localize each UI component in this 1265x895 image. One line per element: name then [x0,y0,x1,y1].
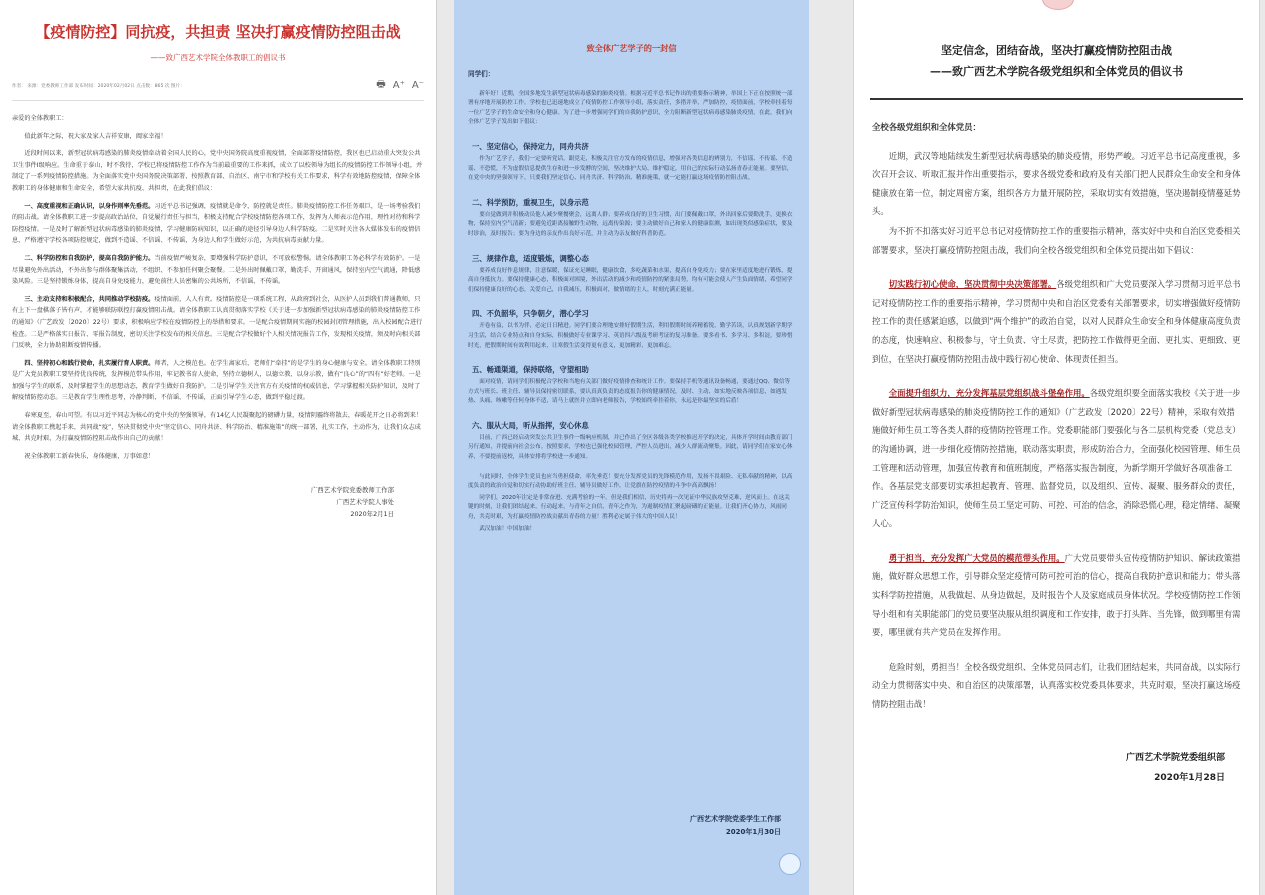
signature-line: 广西艺术学院党委学生工作部 [690,815,781,823]
intro-paragraph: 值此新年之际，祝大家及家人吉祥安康，阖家幸福！ [24,132,167,140]
cheer-line: 武汉加油！中国加油！ [479,525,536,532]
signature-date: 2020年2月1日 [350,510,394,519]
signature-line: 广西艺术学院党委组织部 [1125,752,1225,763]
intro-paragraph: 为不折不扣落实好习近平总书记对疫情防控工作的重要指示精神，落实好中央和自治区党委相关部署要求，坚决打赢疫情防控阻击战，我们向全校各级党组织和全体党员提出如下倡议： [872,225,1241,255]
signature-date: 2020年1月30日 [725,828,781,836]
section-2-body: 当前疫情严峻复杂，要增强科学防护意识，不可放松警惕。请全体教职工务必科学有效防护。一是尽量避免外出活动，不外出参与群体聚集活动，不组织、不参加任何聚会聚餐。二是外出时佩戴口罩，勤洗手、开窗通风，保持室内空气流通，降低感染风险。三是坚持锻炼身体，提高自身免疫能力，避免前往人员密集的公共场所，不信谣、不传谣。 [12,254,421,286]
title-line: 坚定信念，团结奋战，坚决打赢疫情防控阻击战 [941,44,1172,57]
section-2 [12,253,424,288]
article-tools [376,77,424,94]
section-body: 面对疫情，请同学们积极配合学校和当地有关部门做好疫情排查和统计工作。要保持手机等通讯设备畅通，要通过QQ、微信等方式与班长、班主任、辅导员保持密切联系，要认真真负责的态度报告你的健康情况，及时、主动、如实地反映各项信息，如遇发热、头痛、咳嗽等任何身体不适，请马上就医并立即向老师报告，学校始终牵挂着你，永远是你最坚实的后盾！ [468,379,791,405]
section-heading: 一、坚定信心，保持定力，同舟共济 [472,141,589,151]
closing-paragraph: 春寒夏至，春山可望。有以习近平同志为核心的党中央的坚强领导，有14亿人民凝聚起的磅礴力量，疫情阴霾终将散去，春暖花开之日必将到来！请全体教职工携起手来，共同战“疫”，坚决贯彻党中央“坚定信心、同舟共济、科学防治、精准施策”的统一部署，扎实工作，主动作为，让我们众志成城、共克时艰，为打赢疫情防控阻击战作出自己的贡献！ [12,412,423,443]
section-1 [872,275,1243,368]
letter-body [468,70,795,534]
greeting: 同学们： [468,70,495,78]
closing-paragraph: 危险时刻，勇担当！全校各级党组织、全体党员同志们，让我们团结起来，共同奋战，以实际行动全力贯彻落实中央、和自治区的决策部署，认真落实校党委具体要求，共克时艰，坚决打赢这场疫情防控阻击战！ [872,661,1241,710]
section-body: 要养成良好作息规律，注意保暖，保证充足睡眠，健康饮食，多吃蔬菜和水果，提高自身免疫力；要在家里适度地进行锻炼，提高自身抵抗力。要保持健康心态，积极面对困境，外出活动的减少和疫情防控的紧张局势，均有可能会使人产生负面情绪，希望同学们保持健康良好的心态，关爱自己，自我减压，积极面对，做情绪的主人，时刻充满正能量。 [468,267,793,293]
section-2-heading: 全面提升组织力，充分发挥基层党组织战斗堡垒作用。 [888,388,1090,399]
print-icon[interactable]: 🖶 [376,79,386,90]
section-3 [872,549,1243,642]
section-body: 目前，广西已经启动突发公共卫生事件一级响应机制，并已作出了全区各级各类学校推迟开学的决定，具体开学时间由教育部门另行通知，并提前向社会公布。按照要求，学校也已强化校园管理，严控人员进出，减少人群流动聚集。因此，请同学们在家安心休养，不要提前返校，具体安排将学校进一步通知。 [468,434,793,461]
signature-line: 广西艺术学院人事处 [336,498,394,507]
section-1-body: 各级党组织和广大党员要深入学习贯彻习近平总书记对疫情防控工作的重要指示精神，学习贯彻中央和自治区党委有关部署要求，切实增强做好疫情防控工作的责任感紧迫感，以做到“两个维护”的政治自觉，以对人民群众生命安全和身体健康高度负责的态度，快速响应、积极参与，守土负责、守土尽责，把防控工作做得更全面、更扎实、更细致、更到位，在坚决打赢疫情防控阻击战中践行初心使命、体现责任担当。 [872,279,1241,364]
student-letter-panel [454,0,809,895]
section-3-body: 疫情面前，人人有责。疫情防控是一项系统工程，从政府到社会，从医护人员到我们普通教师，只有上下一盘棋落子皆有声，才能够联防联控打赢疫情阻击战。请全体教职工认真贯彻落实学校《关于进一步加强新型冠状病毒感染的肺炎疫情防控工作的通知》（广艺政发〔2020〕22号）要求，积极响应学校在疫情防控上的举措和要求。一是配合疫情期间实施的校园封闭管理措施，出入校园配合进行检查。二是严格落实日报告、零报告制度，密切关注学校发布的相关信息。三是配合学校做好个人相关情况报告工作，发现相关疫情，须及时向相关部门反映，全力协助阻断疫情传播。 [12,295,423,350]
section-1 [12,201,424,247]
signature-block [854,748,1259,788]
section-2-heading: 二、科学防控和自我防护，提高自我防护能力。 [24,254,155,262]
context-paragraph: 近段时间以来，新型冠状病毒感染的肺炎疫情牵动着全国人民的心，党中央国务院高度重视疫情，全面部署疫情防控，我区也已启动重大突发公共卫生事件Ⅰ级响应。生命重于泰山，时不我待，学校已将疫情防控工作作为当前最重要的工作来抓，成立了以校领导为组长的疫情防控工作领导小组，并制定了一系列疫情防控措施。为全面落实党中央国务院决策部署，按照教育部、自治区、南宁市和学校有关工作要求，科学有效地防控疫情，保障全体教职工的身体健康和生命安全，希望大家共抗疫、共担责，在此我们倡议： [12,150,423,192]
article-body [12,113,424,462]
section-1-heading: 切实践行初心使命，坚决贯彻中央决策部署。 [888,279,1057,290]
divider [870,98,1243,100]
article-meta: 作者： 来源：党委教师工作部 发布时间：2020年02月02日 点击数：865 次 图片： [12,83,185,89]
section-2 [872,384,1243,533]
nurse-illustration-icon [779,853,801,875]
section-heading: 四、不负韶华，只争朝夕，潜心学习 [472,309,589,319]
party-letter-panel [853,0,1260,895]
teacher-letter-panel [0,0,437,895]
section-body: 作为广艺学子，我们一定要听党话，跟党走，积极关注官方发布的疫情信息，增强对各类信息的辨别力，不信谣、不传谣、不造谣、不恐慌，不为虚假信息提供生存和进一步发酵的空间，坚决维护大局、维护稳定，用自己的实际行动弘扬青春正能量。要坚信，在党中央的坚强领导下，只要我们坚定信心、同舟共济、科学防治、精准施策，就一定能打赢这场疫情防控阻击战。 [468,155,793,182]
wish-paragraph: 祝全体教职工新春快乐，身体健康，万事如意！ [24,452,155,460]
article-meta-bar [12,77,424,101]
section-body: 要自觉做到并积极动员他人减少聚餐聚会，远离人群；要养成良好的卫生习惯，出门要佩戴口罩，外出回家后要勤洗手，更换衣物，保持室内空气清新；要避免近距离接触野生动物，远离传染源；要主动做好自己和家人的健康监测，如出现类似感染症状，要及时诊治，及时报告；要为身边的亲友作出良好示范，并主动为亲友做好科普防范。 [468,211,793,237]
section-2-body: 各级党组织要全面落实我校《关于进一步做好新型冠状病毒感染的肺炎疫情防控工作的通知》（广艺政发〔2020〕22号）精神，采取有效措施做好师生员工等各类人群的疫情防控管理工作。党委职能部门要强化与各二层机构党委（党总支）的沟通协调，进一步细化疫情防控措施，联动落实职责，形成防治合力，全面强化校园管理、师生员工管理和活动管理，加强宣传教育和值班制度，严格落实报告制度，为新学期开学做好各项准备工作。各基层党支部要切实承担起教育、管理、监督党员，以及组织、宣传、凝聚、服务群众的责任，广泛宣传科学防治知识，使师生员工坚定可防、可控、可治的信念，消除恐慌心理，稳定情绪、凝聚人心。 [872,388,1241,529]
section-heading: 二、科学预防，重视卫生，以身示范 [472,197,589,207]
section-4 [12,358,424,404]
section-1-body: 习近平总书记强调，疫情就是命令，防控就是责任。肺炎疫情防控工作任务艰巨，是一场考验我们的阻击战。请全体教职工进一步提高政治站位，自觉履行责任与担当，积极支持配合学校疫情防控各项工作，发挥为人师表示范作用，理性对待和科学防控疫情。一是及时了解新型冠状病毒感染的肺炎疫情，学习健康防病知识，以正确的途径引导身边人科学防疫。二是实时关注各大媒体发布的疫情信息，严格遵守学校各项防控规定，做到不造谣、不信谣、不传谣，为身边人和学生做好示范，为共抗病毒贡献力量。 [12,202,421,245]
section-1-heading: 一、高度重视和正确认识，以身作则率先垂范。 [24,202,155,210]
article-title: 【疫情防控】同抗疫，共担责 坚决打赢疫情防控阻击战 [35,23,401,41]
letter-title: 致全体广艺学子的一封信 [586,43,677,53]
letter-body [854,118,1259,714]
outro-paragraph: 与此同时，全体学生党员也应当勇担使命，率先垂范！要充分发挥党员的先锋模范作用，发扬不畏艰险、无私奉献的精神，以高度负责的政治自觉和切实行动协助好班主任、辅导员做好工作，让党旗在防控疫情的斗争中高高飘扬！ [468,473,793,490]
section-heading: 六、服从大局，听从指挥，安心休息 [472,420,589,430]
signature-line: 广西艺术学院党委教师工作部 [310,486,394,495]
greeting: 亲爱的全体教职工： [12,115,68,122]
section-4-heading: 四、坚持初心和践行使命，扎实履行育人职责。 [24,359,155,367]
title-line: ——致广西艺术学院各级党组织和全体党员的倡议书 [930,65,1183,78]
intro-paragraph: 新年好！近期，全国多地发生新型冠状病毒感染的肺炎疫情。根据习近平总书记作出的重要指示精神，举国上下正在按照统一部署有序地开展防控工作。学校也已迅速地成立了疫情防控工作领导小组，落实责任，多措并举，严加防控，疫情面前，学校牵挂着每一位广艺学子的生命安全和身心健康。为了进一步增强同学们的自我防护意识，全力阻断新型冠状病毒感染肺炎疫情，在此，我们向全体广艺学子发出如下倡议： [468,90,793,126]
section-3-heading: 三、主动支持和积极配合，共同推动学校防疫。 [24,295,155,303]
section-body: 开卷有益，以书为伴，必定日日精进。同学们要合理地安排好假期生活，利用假期时间养精蓄锐，勤学苦读，认真规划新学期学习生活，结合专业特点和自身实际，积极做好专业课学习、英语四六级及考研考证的复习准备。要多看书、多学习、多积淀，要珍惜时光，把假期时间有效利用起来，让寒假生活变得更有意义，更加精彩，更加难忘。 [468,323,793,349]
section-3 [12,294,424,352]
closing-paragraph: 同学们，2020年注定是非常奋进、充满考验的一年。但是我们相信，历史将再一次见证中华民族攻坚克难，逆风而上。在这关键的时刻，让我们团结起来，行动起来，与青年之自信，青年之作为，为遏制疫情汇聚起磅礴的正能量。让我们齐心协力，风雨同舟，共克时艰，为打赢疫情防控战贡献出青春的力量！胜利必定属于伟大的中国人民！ [468,494,790,521]
font-decrease-button[interactable]: A⁻ [411,80,424,91]
signature-block [12,484,424,520]
section-4-body: 师者，人之模范也。在学生离家后，老师们“牵挂”的是学生的身心健康与安全。请全体教职工特别是广大党员教职工要坚持优良传统，发挥模范带头作用，牢记教书育人使命，坚持立德树人，以德立教、以身示教，做有“良心”的“四有”好老师。一是加强与学生的联系，及时掌握学生的思想动态，教育学生做好自我防护。二是引导学生关注官方有关疫情的权威信息，学习掌握相关防护知识，及时了解疫情防控动态。三是教育学生理性思考，冷静判断，不信谣、不传谣，正面引导学生心态，做到平稳过渡。 [12,359,421,402]
letter-title [854,40,1259,82]
section-3-body: 广大党员要带头宣传疫情防护知识、解读政策措施，做好群众思想工作，引导群众坚定疫情可防可控可治的信心，提高自我防护意识和能力；带头落实科学防控措施，从我做起、从身边做起，及时报告个人及家庭成员身体状况。学校疫情防控工作领导小组和有关职能部门的党员要坚决服从组织调度和工作安排，敢于打头阵、当先锋，做到哪里有需要，哪里就有共产党员在发挥作用。 [872,552,1241,638]
greeting: 全校各级党组织和全体党员： [872,122,981,132]
section-3-heading: 勇于担当，充分发挥广大党员的模范带头作用。 [888,552,1065,563]
font-increase-button[interactable]: A⁺ [392,80,405,91]
article-subtitle: ——致广西艺术学院全体教职工的倡议书 [150,53,286,62]
signature-block [690,813,781,839]
section-heading: 三、规律作息，适度锻炼，调整心态 [472,253,589,263]
intro-paragraph: 近期，武汉等地陆续发生新型冠状病毒感染的肺炎疫情，形势严峻。习近平总书记高度重视，多次召开会议、听取汇报并作出重要指示，要求各级党委和政府及有关部门把人民群众生命安全和身体健康放在第一位，制定周密方案，组织各方力量开展防控，采取切实有效措施，坚决遏制疫情蔓延势头。 [872,150,1241,217]
signature-date: 2020年1月28日 [1154,772,1225,783]
seal-icon [1042,0,1074,10]
section-heading: 五、畅通渠道，保持联络，守望相助 [472,365,589,375]
